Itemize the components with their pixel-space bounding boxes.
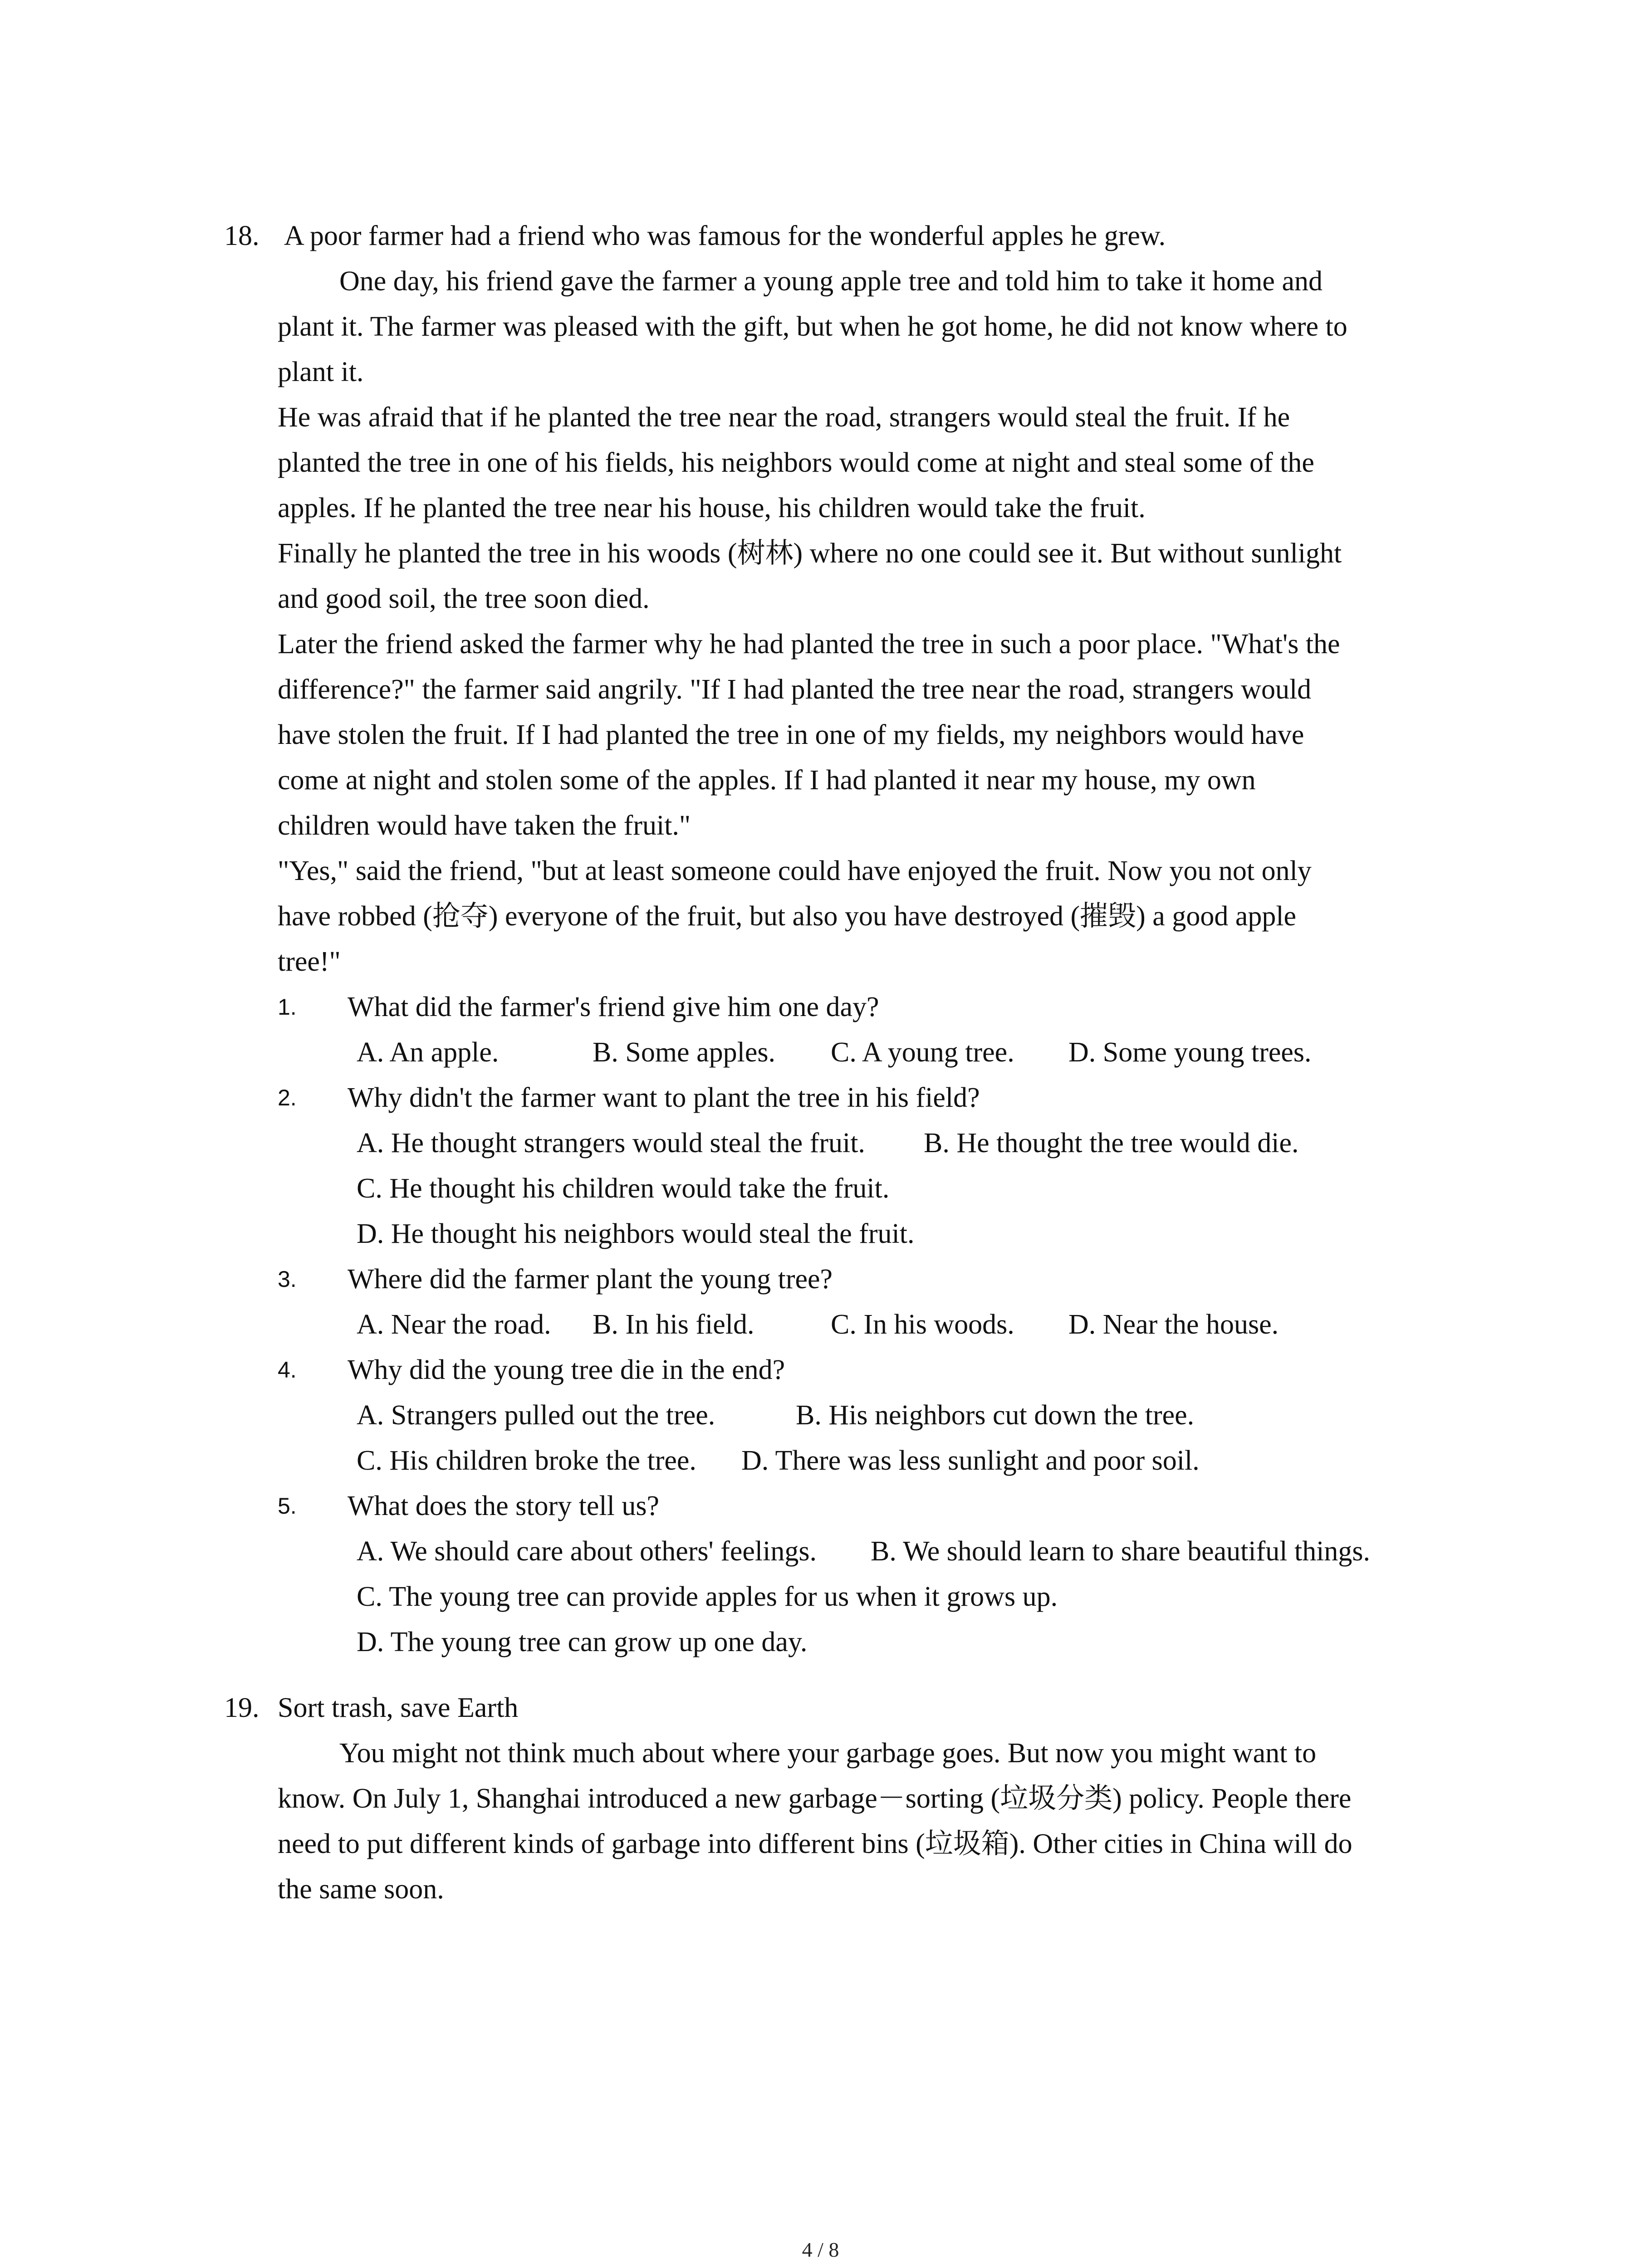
q18-passage-line: Later the friend asked the farmer why he had planted the tree in such a poor place. "What's the: [278, 629, 1340, 660]
subquestion-number: 2.: [278, 1085, 297, 1110]
option-c: C. A young tree.: [831, 1037, 1014, 1068]
q18-passage-line: come at night and stolen some of the apples. If I had planted it near my house, my own: [278, 765, 1256, 796]
q18-passage-line: plant it.: [278, 357, 364, 387]
subquestion-text: Why didn't the farmer want to plant the tree in his field?: [348, 1082, 980, 1113]
question-19-number: 19.: [224, 1692, 260, 1723]
q18-passage-line: Finally he planted the tree in his woods (树林) where no one could see it. But without sunlight: [278, 538, 1342, 569]
q19-passage-line: need to put different kinds of garbage into different bins (垃圾箱). Other cities in China will do: [278, 1828, 1352, 1859]
question-18-number: 18.: [224, 220, 260, 251]
q18-passage-line: A poor farmer had a friend who was famous for the wonderful apples he grew.: [284, 220, 1166, 251]
subquestion-number: 5.: [278, 1493, 297, 1519]
option-d: D. There was less sunlight and poor soil.: [741, 1445, 1200, 1476]
option-d: D. He thought his neighbors would steal the fruit.: [357, 1218, 915, 1249]
subquestion-number: 3.: [278, 1266, 297, 1292]
q18-passage-line: "Yes," said the friend, "but at least someone could have enjoyed the fruit. Now you not only: [278, 855, 1312, 886]
q18-passage-line: apples. If he planted the tree near his house, his children would take the fruit.: [278, 493, 1146, 523]
option-a: A. Near the road.: [357, 1309, 551, 1340]
option-c: C. The young tree can provide apples for us when it grows up.: [357, 1581, 1058, 1612]
q19-passage-line: You might not think much about where your garbage goes. But now you might want to: [339, 1738, 1317, 1769]
q18-passage-line: planted the tree in one of his fields, his neighbors would come at night and steal some of the: [278, 447, 1314, 478]
q18-passage-line: have stolen the fruit. If I had planted the tree in one of my fields, my neighbors would have: [278, 719, 1304, 750]
option-b: B. Some apples.: [593, 1037, 775, 1068]
q18-passage-line: difference?" the farmer said angrily. "If I had planted the tree near the road, strangers would: [278, 674, 1312, 705]
subquestion-number: 1.: [278, 994, 297, 1020]
q18-passage-line: and good soil, the tree soon died.: [278, 583, 650, 614]
subquestion-text: Where did the farmer plant the young tree?: [348, 1264, 833, 1295]
q18-passage-line: He was afraid that if he planted the tree near the road, strangers would steal the fruit. If he: [278, 402, 1290, 433]
subquestion-text: Why did the young tree die in the end?: [348, 1354, 785, 1385]
page-number: 4 / 8: [802, 2238, 839, 2261]
option-c: C. He thought his children would take the fruit.: [357, 1173, 890, 1204]
q19-passage-line: know. On July 1, Shanghai introduced a new garbage－sorting (垃圾分类) policy. People there: [278, 1783, 1352, 1814]
q18-passage-line: children would have taken the fruit.": [278, 810, 691, 841]
option-b: B. In his field.: [593, 1309, 754, 1340]
subquestion-text: What does the story tell us?: [348, 1491, 659, 1521]
option-d: D. Some young trees.: [1068, 1037, 1312, 1068]
option-d: D. Near the house.: [1068, 1309, 1279, 1340]
option-a: A. An apple.: [357, 1037, 499, 1068]
option-a: A. He thought strangers would steal the fruit.: [357, 1128, 865, 1158]
option-a: A. Strangers pulled out the tree.: [357, 1400, 715, 1431]
option-b: B. His neighbors cut down the tree.: [796, 1400, 1195, 1431]
option-d: D. The young tree can grow up one day.: [357, 1627, 808, 1657]
subquestion-text: What did the farmer's friend give him one day?: [348, 992, 879, 1022]
option-a: A. We should care about others' feelings.: [357, 1536, 817, 1567]
option-c: C. In his woods.: [831, 1309, 1014, 1340]
q18-passage-line: One day, his friend gave the farmer a young apple tree and told him to take it home and: [339, 266, 1323, 297]
option-b: B. He thought the tree would die.: [924, 1128, 1299, 1158]
q18-passage-line: tree!": [278, 946, 341, 977]
q18-passage-line: plant it. The farmer was pleased with the gift, but when he got home, he did not know where to: [278, 311, 1347, 342]
subquestion-number: 4.: [278, 1357, 297, 1383]
q19-title: Sort trash, save Earth: [278, 1692, 519, 1723]
q18-passage-line: have robbed (抢夺) everyone of the fruit, but also you have destroyed (摧毁) a good apple: [278, 901, 1297, 932]
option-b: B. We should learn to share beautiful things.: [871, 1536, 1371, 1567]
option-c: C. His children broke the tree.: [357, 1445, 696, 1476]
q19-passage-line: the same soon.: [278, 1874, 444, 1905]
